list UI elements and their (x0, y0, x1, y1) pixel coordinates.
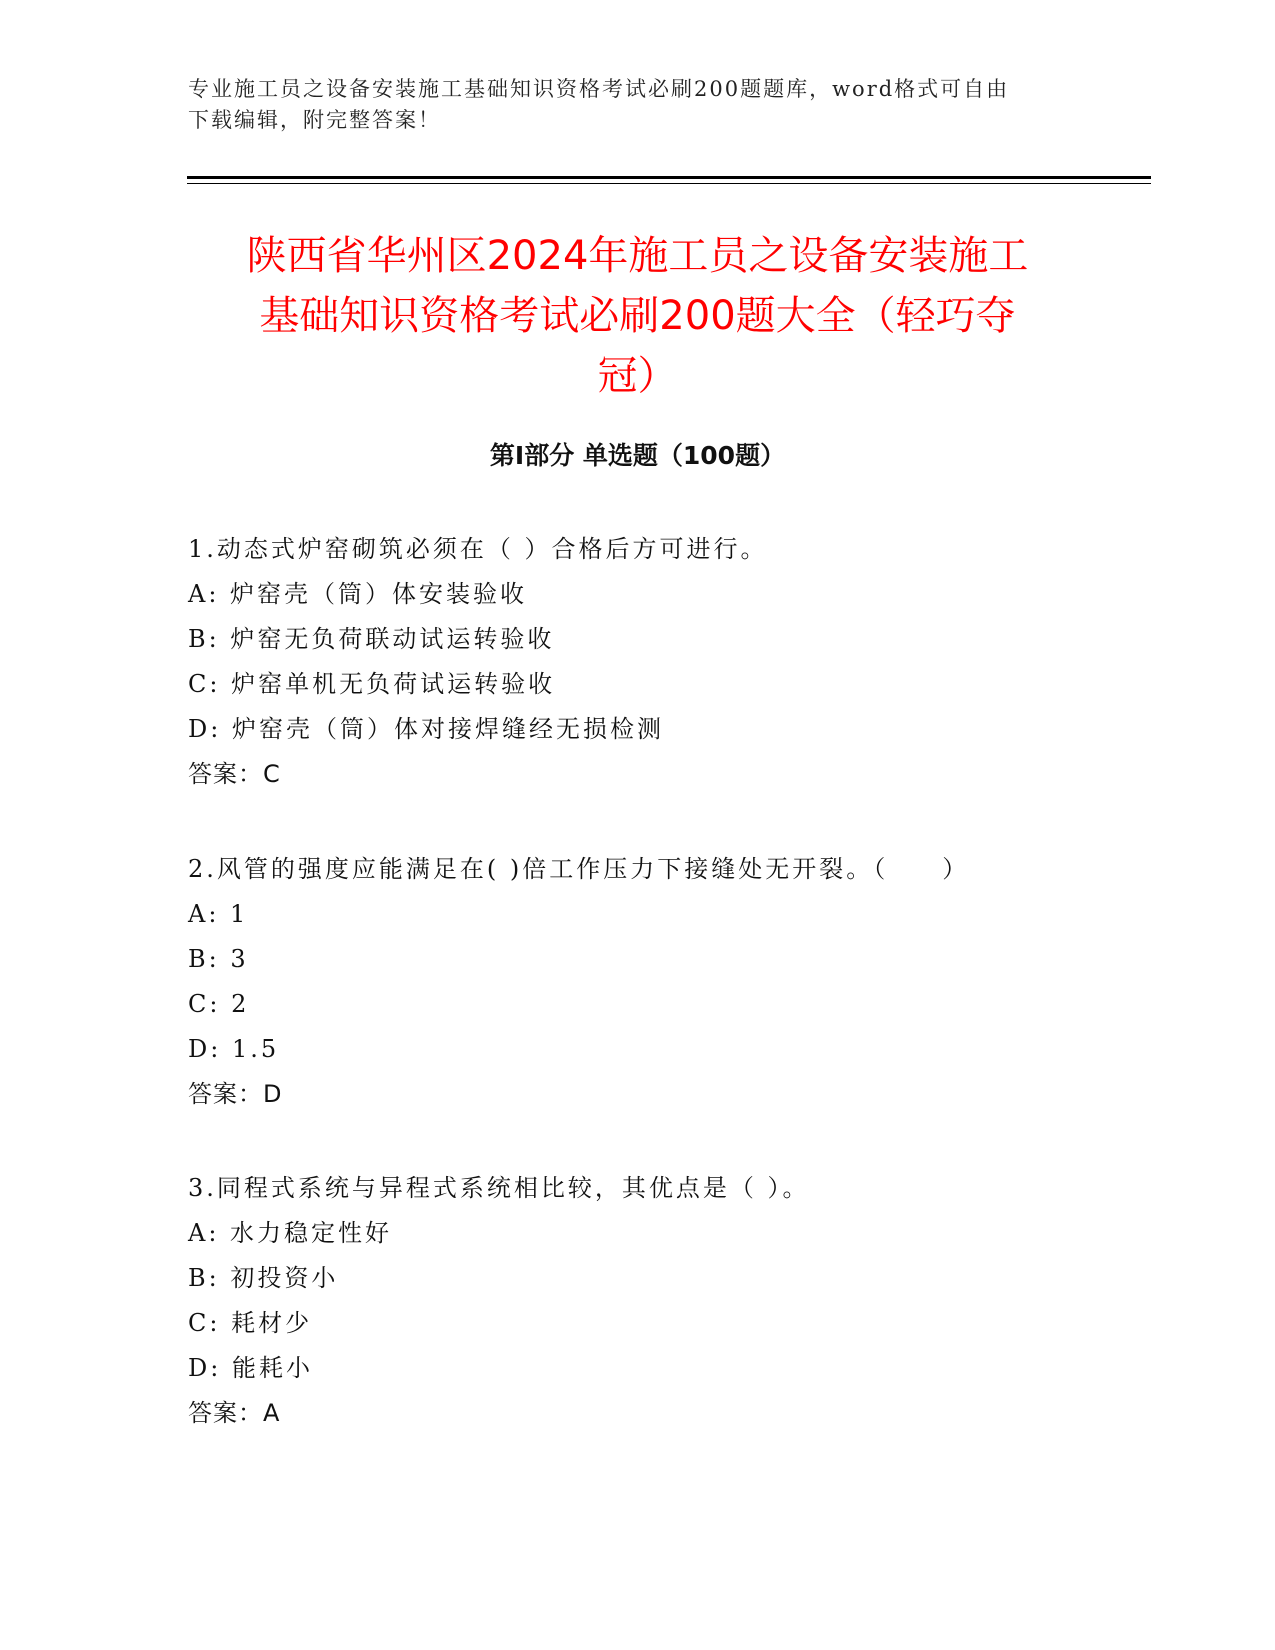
answer-label: 答案：C (188, 760, 281, 788)
option-c: C: 2 (188, 990, 250, 1018)
header-divider-thin (187, 183, 1151, 184)
option-a: A: 1 (188, 900, 249, 928)
document-title-line-1: 陕西省华州区2024年施工员之设备安装施工 (246, 233, 1029, 279)
header-divider-thick (187, 176, 1151, 179)
question-item (188, 1166, 1138, 1436)
option-c: C: 耗材少 (188, 1309, 313, 1337)
document-title-line-3: 冠） (597, 353, 678, 399)
header-note-line-2: 下载编辑，附完整答案！ (188, 108, 441, 132)
header-note-line-1: 专业施工员之设备安装施工基础知识资格考试必刷200题题库，word格式可自由 (188, 77, 1010, 101)
document-title (160, 226, 1115, 406)
option-d: D: 1.5 (188, 1035, 280, 1063)
option-b: B: 初投资小 (188, 1264, 339, 1292)
option-b: B: 3 (188, 945, 249, 973)
option-b: B: 炉窑无负荷联动试运转验收 (188, 625, 555, 653)
option-d: D: 炉窑壳（筒）体对接焊缝经无损检测 (188, 715, 664, 743)
option-a: A: 水力稳定性好 (188, 1219, 393, 1247)
option-a: A: 炉窑壳（筒）体安装验收 (188, 580, 528, 608)
document-title-line-2: 基础知识资格考试必刷200题大全（轻巧夺 (259, 293, 1016, 339)
question-text: 1.动态式炉窑砌筑必须在（ ）合格后方可进行。 (188, 535, 768, 563)
answer-label: 答案：A (188, 1399, 281, 1427)
question-text: 3.同程式系统与异程式系统相比较，其优点是（ ）。 (188, 1174, 810, 1202)
option-c: C: 炉窑单机无负荷试运转验收 (188, 670, 556, 698)
question-item (188, 527, 1138, 797)
answer-label: 答案：D (188, 1080, 283, 1108)
option-d: D: 能耗小 (188, 1354, 313, 1382)
question-item (188, 847, 1138, 1117)
question-text: 2.风管的强度应能满足在( )倍工作压力下接缝处无开裂。（ ） (188, 855, 970, 883)
section-heading: 第I部分 单选题（100题） (489, 441, 786, 470)
header-note (188, 74, 1068, 136)
